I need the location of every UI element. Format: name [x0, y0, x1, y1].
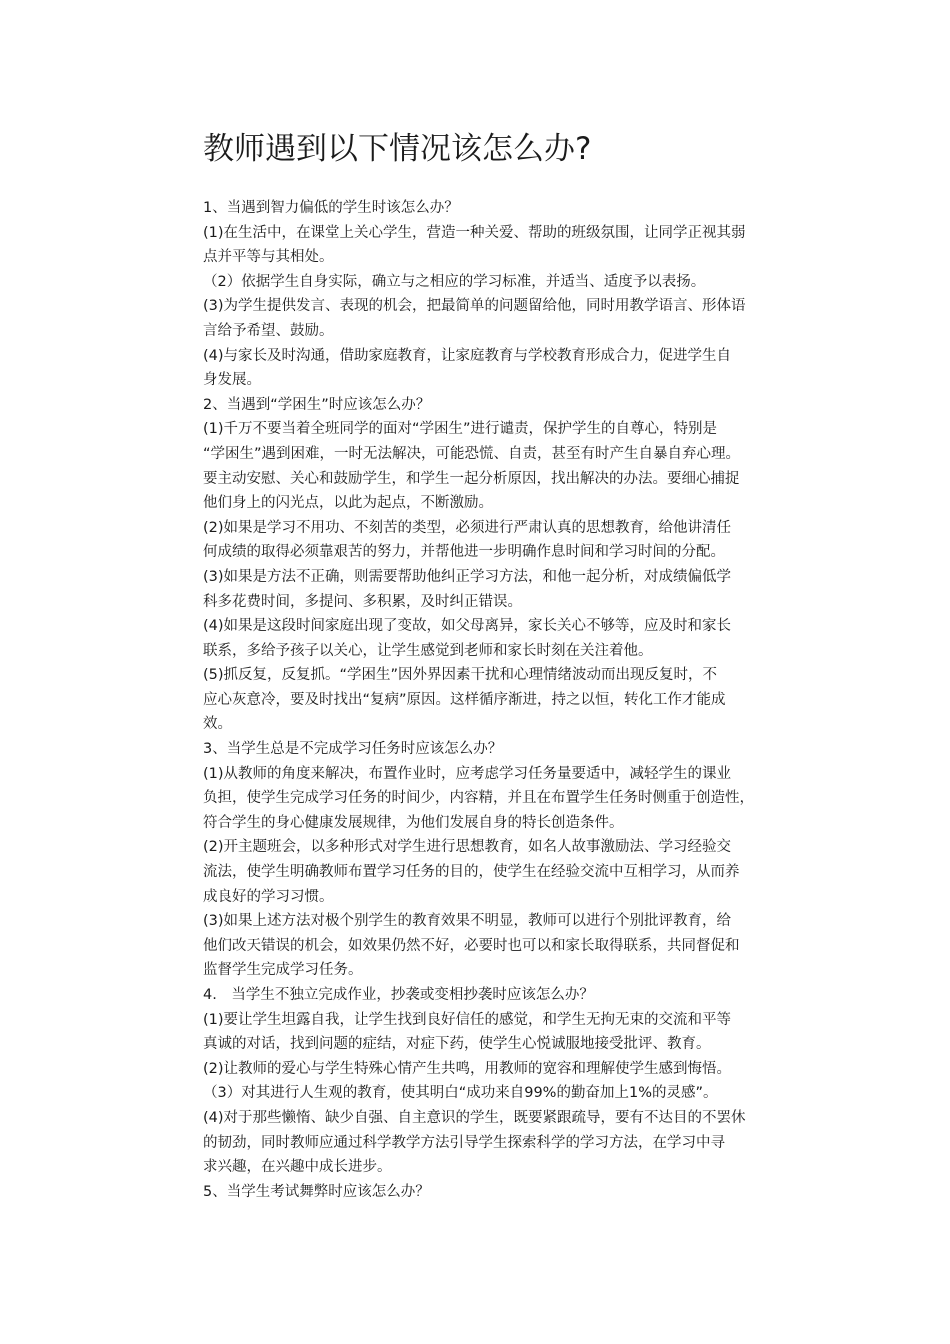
body-line: 4. 当学生不独立完成作业，抄袭或变相抄袭时应该怎么办？ — [203, 987, 594, 1003]
body-line: 1、当遇到智力偏低的学生时该怎么办？ — [203, 200, 459, 216]
body-line: 求兴趣，在兴趣中成长进步。 — [203, 1159, 392, 1176]
body-line: (4)对于那些懒惰、缺少自强、自主意识的学生，既要紧跟疏导，要有不达目的不罢休 — [203, 1109, 746, 1126]
body-line: 联系，多给予孩子以关心，让学生感觉到老师和家长时刻在关注着他。 — [203, 642, 653, 659]
body-line: “学困生”遇到困难，一时无法解决，可能恐慌、自责，甚至有时产生自暴自弃心理。 — [203, 445, 741, 462]
body-line: 符合学生的身心健康发展规律，为他们发展自身的特长创造条件。 — [203, 814, 624, 831]
body-line: 2、当遇到“学困生”时应该怎么办？ — [203, 396, 431, 413]
body-line: 负担，使学生完成学习任务的时间少，内容精，并且在布置学生任务时侧重于创造性， — [203, 790, 754, 807]
body-line: (5)抓反复，反复抓。“学困生”因外界因素干扰和心理情绪波动而出现反复时，不 — [203, 667, 718, 684]
document-body — [203, 196, 813, 1204]
body-line: 身发展。 — [203, 372, 261, 389]
body-line: 5、当学生考试舞弊时应该怎么办？ — [203, 1183, 430, 1200]
body-line: 流法，使学生明确教师布置学习任务的目的，使学生在经验交流中互相学习，从而养 — [203, 864, 740, 881]
body-line: 的韧劲，同时教师应通过科学教学方法引导学生探索科学的学习方法，在学习中寻 — [203, 1134, 725, 1151]
body-line: 3、当学生总是不完成学习任务时应该怎么办？ — [203, 741, 503, 758]
body-line: 效。 — [203, 716, 232, 733]
body-line: 应心灰意冷，要及时找出“复病”原因。这样循序渐进，持之以恒，转化工作才能成 — [203, 691, 726, 708]
body-line: (1)千万不要当着全班同学的面对“学困生”进行谴责，保护学生的自尊心，特别是 — [203, 421, 718, 438]
body-line: 要主动安慰、关心和鼓励学生，和学生一起分析原因，找出解决的办法。要细心捕捉 — [203, 470, 740, 487]
body-line: （3）对其进行人生观的教育，使其明白“成功来自99%的勤奋加上1%的灵感”。 — [203, 1085, 718, 1102]
body-line: (4)如果是这段时间家庭出现了变故，如父母离异，家长关心不够等，应及时和家长 — [203, 618, 732, 635]
body-line: (4)与家长及时沟通，借助家庭教育，让家庭教育与学校教育形成合力，促进学生自 — [203, 347, 732, 364]
body-line: (2)如果是学习不用功、不刻苦的类型，必须进行严肃认真的思想教育，给他讲清任 — [203, 519, 732, 536]
body-line: (3)为学生提供发言、表现的机会，把最简单的问题留给他，同时用教学语言、形体语 — [203, 298, 746, 315]
body-line: 点并平等与其相处。 — [203, 249, 334, 266]
body-line: (1)从教师的角度来解决，布置作业时，应考虑学习任务量要适中，减轻学生的课业 — [203, 765, 732, 782]
body-line: 何成绩的取得必须靠艰苦的努力，并帮他进一步明确作息时间和学习时间的分配。 — [203, 544, 725, 561]
body-line: 他们改天错误的机会，如效果仍然不好，必要时也可以和家长取得联系，共同督促和 — [203, 937, 740, 954]
body-line: 成良好的学习习惯。 — [203, 888, 334, 905]
body-line: (3)如果上述方法对极个别学生的教育效果不明显，教师可以进行个别批评教育，给 — [203, 913, 732, 930]
body-line: 监督学生完成学习任务。 — [203, 962, 363, 979]
body-line: (3)如果是方法不正确，则需要帮助他纠正学习方法，和他一起分析，对成绩偏低学 — [203, 568, 732, 585]
body-line: 他们身上的闪光点，以此为起点，不断激励。 — [203, 495, 493, 512]
body-line: 科多花费时间，多提问、多积累，及时纠正错误。 — [203, 593, 522, 610]
body-line: (2)开主题班会，以多种形式对学生进行思想教育，如名人故事激励法、学习经验交 — [203, 839, 732, 856]
body-line: （2）依据学生自身实际，确立与之相应的学习标准，并适当、适度予以表扬。 — [203, 273, 706, 290]
body-line: (1)要让学生坦露自我，让学生找到良好信任的感觉，和学生无拘无束的交流和平等 — [203, 1011, 732, 1028]
body-line: 言给予希望、鼓励。 — [203, 322, 334, 339]
body-line: (2)让教师的爱心与学生特殊心情产生共鸣，用教师的宽容和理解使学生感到悔悟。 — [203, 1060, 732, 1077]
body-line: (1)在生活中，在课堂上关心学生，营造一种关爱、帮助的班级氛围，让同学正视其弱 — [203, 224, 746, 241]
document-title: 教师遇到以下情况该怎么办? — [203, 131, 592, 167]
body-line: 真诚的对话，找到问题的症结，对症下药，使学生心悦诚服地接受批评、教育。 — [203, 1036, 711, 1053]
